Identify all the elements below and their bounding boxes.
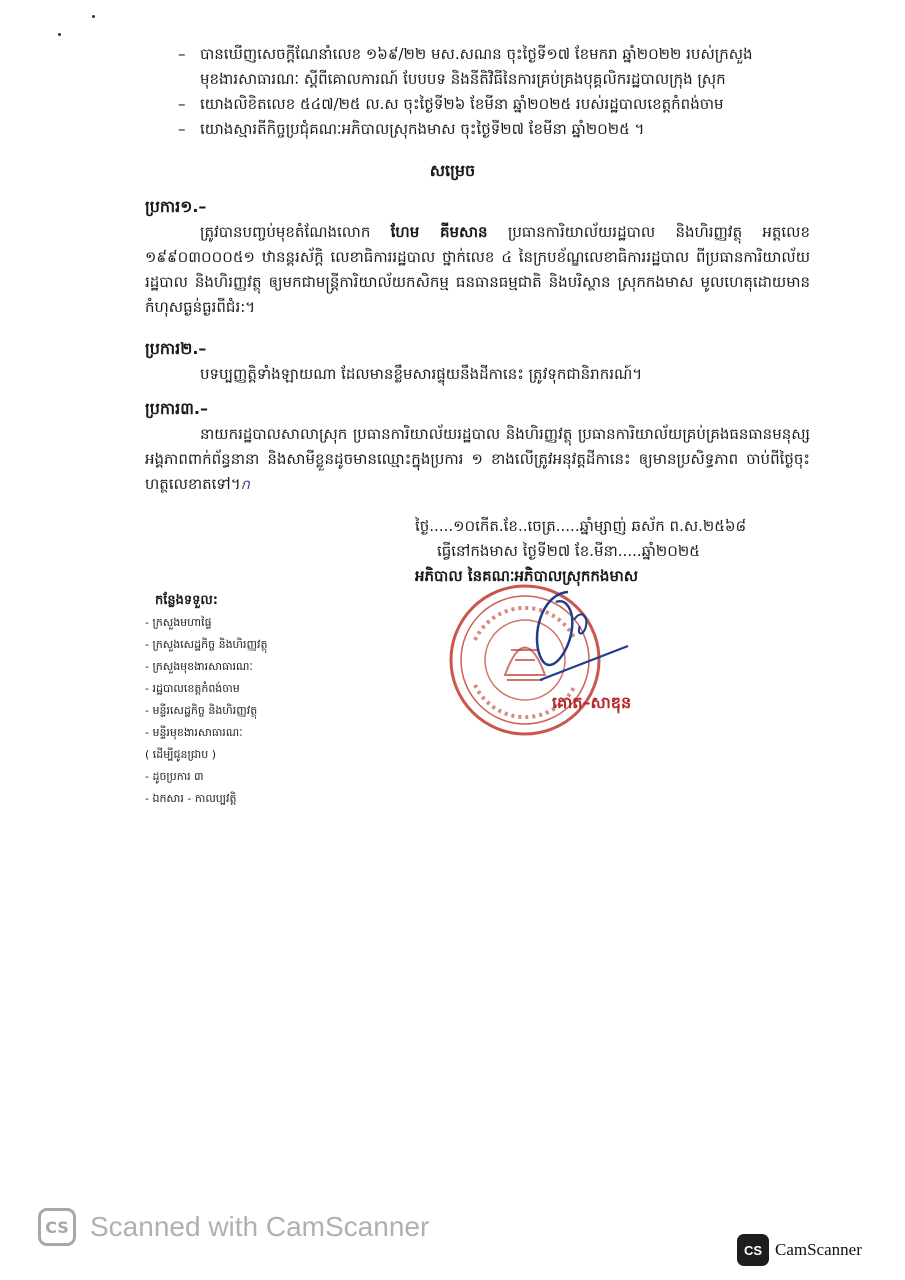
issuer-title: អភិបាល នៃគណៈអភិបាលស្រុកកងមាស [415,567,639,585]
scan-speck [92,15,95,18]
decision-heading: សម្រេច [429,161,476,180]
reference-list [178,42,828,142]
recipients-list [145,590,405,810]
reference-text: យោងស្មារតីកិច្ចប្រជុំគណៈអភិបាលស្រុកងមាស ចុះថ្ងៃទី២៧ ខែមីនា ឆ្នាំ២០២៥ ។ [200,120,645,138]
initial-mark: ก [240,475,250,493]
article-title: ប្រការ២.– [145,339,207,358]
article-body: បទប្បញ្ញត្តិទាំងឡាយណា ដែលមានខ្លឹមសារផ្ទុយនឹងដីកានេះ ត្រូវទុកជានិរាករណ៍។ [200,365,643,383]
recipients-title: កន្លែងទទួល: [155,593,218,608]
reference-text: បានឃើញសេចក្ដីណែនាំលេខ ១៦៩/២២ មស.សណន ចុះថ្ងៃទី១៧ ខែមករា ឆ្នាំ២០២២ របស់ក្រសួងមុខងារសាធារណៈ ស្ដីពីគោលការណ៍ បែបបទ និងនីតិវិធីនៃការគ្រប់គ្រងបុគ្គលិករដ្ឋបាលក្រុង ស្រុក [200,45,753,88]
camscanner-badge [737,1234,862,1266]
lunar-date: ថ្ងៃ.....១០កើត.ខែ..ចេត្រ.....ឆ្នាំម្សាញ់ ឆស័ក ព.ស.២៥៦៨ [415,517,747,535]
reference-item: – យោងលិខិតលេខ ៥៤៧/២៥ ល.ស ចុះថ្ងៃទី២៦ ខែមីនា ឆ្នាំ២០២៥ របស់រដ្ឋបាលខេត្តកំពង់ចាម [178,92,828,117]
article-title: ប្រការ៣.– [145,399,208,418]
list-item: - មន្ទីរសេដ្ឋកិច្ច និងហិរញ្ញវត្ថុ [145,704,258,717]
article-3 [145,396,810,497]
list-item: - ក្រសួងសេដ្ឋកិច្ច និងហិរញ្ញវត្ថុ [145,638,268,651]
list-item: - រដ្ឋបាលខេត្តកំពង់ចាម [145,682,240,695]
article-body: នាយករដ្ឋបាលសាលាស្រុក ប្រធានការិយាល័យរដ្ឋបាល និងហិរញ្ញវត្ថុ ប្រធានការិយាល័យគ្រប់គ្រងធនធានមនុស្ស អង្គភាពពាក់ព័ន្ធនានា និងសាមីខ្លួនដូចមានឈ្មោះក្នុងប្រការ ១ ខាងលើត្រូវអនុវត្តដីកានេះ ឲ្យមានប្រសិទ្ធភាព ចាប់ពីថ្ងៃចុះហត្ថលេខាតទៅ។ก [145,425,810,493]
article-2 [145,336,810,387]
issue-date: ធ្វើនៅកងមាស ថ្ងៃទី២៧ ខែ.មីនា.....ឆ្នាំ២០២៥ [437,542,700,560]
scan-speck [58,33,61,36]
article-body: ត្រូវបានបញ្ចប់មុខតំណែងលោក ហែម គីមសាន ប្រធានការិយាល័យរដ្ឋបាល និងហិរញ្ញវត្ថុ អត្តលេខ ១៩៩០៣០០០៥១ ឋានន្តរស័ក្តិ លេខាធិការរដ្ឋបាល ថ្នាក់លេខ ៤ នៃក្របខ័ណ្ឌលេខាធិការរដ្ឋបាល ពីប្រធានការិយាល័យរដ្ឋបាល និងហិរញ្ញវត្ថុ ឲ្យមកជាមន្ត្រីការិយាល័យកសិកម្ម ធនធានធម្មជាតិ និងបរិស្ថាន ស្រុកកងមាស មូលហេតុដោយមានកំហុសធ្ងន់ធ្ងរពីជំរ:។ [145,223,810,316]
date-block [415,514,835,589]
list-item: - មន្ទីរមុខងារសាធារណៈ [145,726,243,739]
reference-item: – បានឃើញសេចក្ដីណែនាំលេខ ១៦៩/២២ មស.សណន ចុះថ្ងៃទី១៧ ខែមករា ឆ្នាំ២០២២ របស់ក្រសួងមុខងារសាធារណៈ ស្ដីពីគោលការណ៍ បែបបទ និងនីតិវិធីនៃការគ្រប់គ្រងបុគ្គលិករដ្ឋបាលក្រុង ស្រុក [178,42,828,92]
list-item: - ក្រសួងមុខងារសាធារណៈ [145,660,253,673]
camscanner-logo-icon: CS [38,1208,76,1246]
signer-name: គោត–សាឌុន [552,693,632,712]
camscanner-badge-icon: CS [737,1234,769,1266]
list-item: - ឯកសារ - កាលប្បវត្តិ [145,792,237,805]
reference-text: យោងលិខិតលេខ ៥៤៧/២៥ ល.ស ចុះថ្ងៃទី២៦ ខែមីនា ឆ្នាំ២០២៥ របស់រដ្ឋបាលខេត្តកំពង់ចាម [200,95,724,113]
watermark-text: Scanned with CamScanner [90,1211,430,1242]
list-item: - ក្រសួងមហាផ្ទៃ [145,616,212,629]
article-title: ប្រការ១.– [145,197,207,216]
signature-icon [510,580,680,690]
camscanner-watermark [38,1208,429,1246]
list-item: - ដូចប្រការ ៣ [145,770,204,783]
person-name: ហែម គីមសាន [390,223,488,241]
badge-text: CamScanner [775,1240,862,1259]
list-item: ( ដើម្បីជូនជ្រាប ) [145,748,217,761]
reference-item: – យោងស្មារតីកិច្ចប្រជុំគណៈអភិបាលស្រុកងមាស ចុះថ្ងៃទី២៧ ខែមីនា ឆ្នាំ២០២៥ ។ [178,117,828,142]
article-1 [145,194,810,320]
